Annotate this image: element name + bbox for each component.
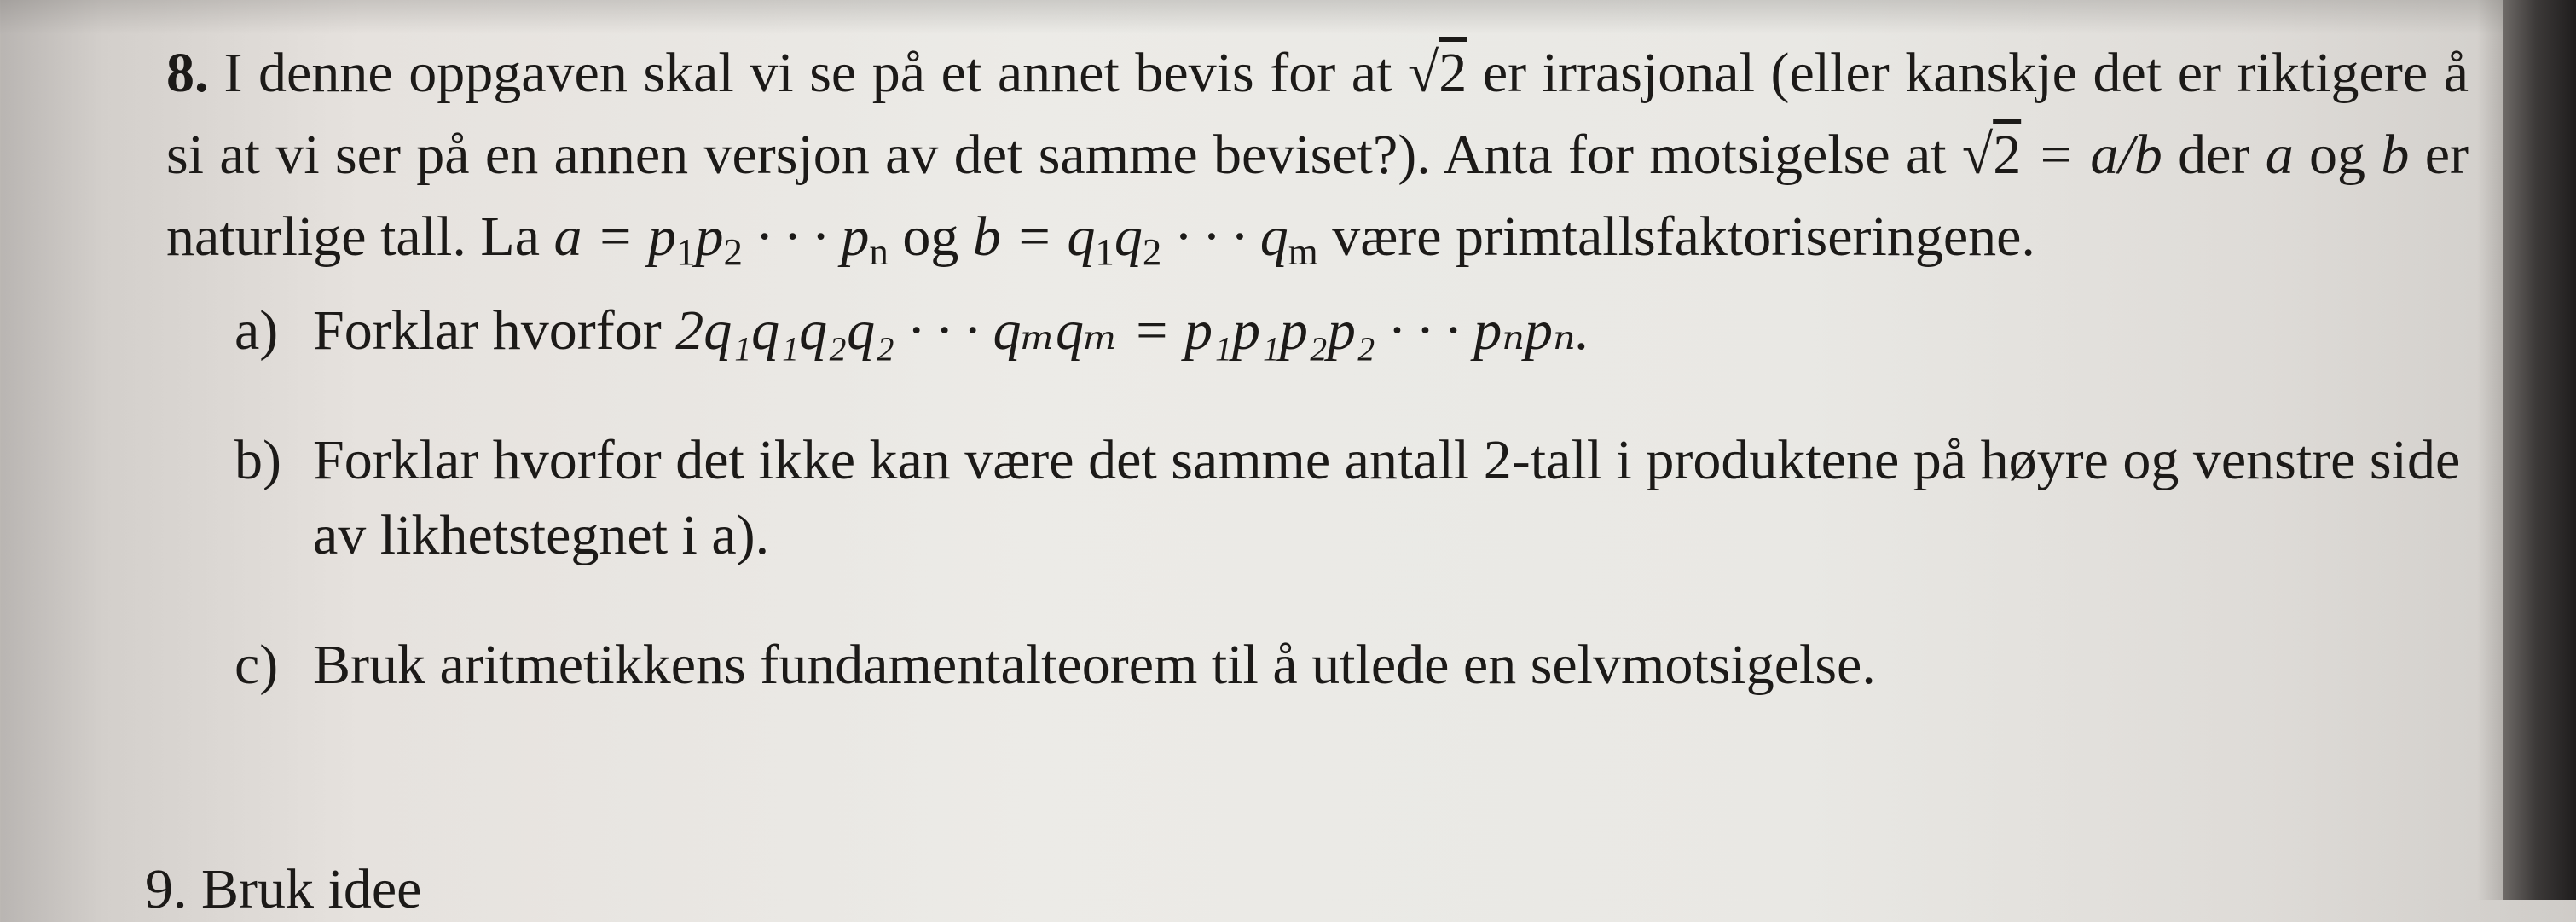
factorization-a-lhs: a = p — [553, 206, 677, 268]
page-edge-glow — [2477, 0, 2504, 900]
task-text-7: være primtallsfaktoriseringene. — [1317, 206, 2035, 268]
task-text-4: og — [2293, 124, 2382, 186]
subtask-a — [166, 293, 2469, 368]
page-edge — [2503, 0, 2576, 900]
factorization-a-dots: · · · p — [742, 206, 870, 268]
subtask-text: Forklar hvorfor det ikke kan være det samme antall 2-tall i produktene på høyre og venstre side av likhetstegnet i a). — [313, 429, 2461, 566]
subtask-list — [166, 293, 2469, 703]
subtask-label: c) — [234, 634, 279, 696]
task-8 — [166, 32, 2469, 278]
sqrt2-expression — [1408, 42, 1467, 104]
task-text-6: og — [888, 206, 973, 268]
exercise-content — [166, 32, 2469, 703]
task-text-5: er naturlige tall. La — [166, 124, 2469, 268]
factorization-b-lhs: b = q — [972, 206, 1096, 268]
sqrt-radicand-2: 2 — [1993, 124, 2022, 186]
subtask-label: a) — [234, 299, 279, 362]
task-number: 8. — [166, 42, 209, 104]
factorization-b-q: q — [1114, 206, 1143, 268]
next-task-partial: 9. Bruk idee — [145, 858, 422, 920]
equation-sqrt-ab: = a/b — [2021, 124, 2162, 186]
subtask-c — [166, 628, 2469, 703]
subtask-label: b) — [234, 429, 281, 491]
task-text-3: der — [2162, 124, 2266, 186]
sqrt2-expression-2 — [1962, 124, 2021, 186]
subtask-text: Bruk aritmetikkens fundamentalteorem til å utlede en selvmotsigelse. — [313, 634, 1876, 696]
factorization-a-sub-2: 2 — [723, 230, 743, 274]
sqrt-symbol-2: √ — [1961, 124, 1994, 186]
factorization-a-sub-n: n — [869, 230, 889, 274]
top-shadow — [0, 0, 2576, 34]
factorization-a-sub-1: 1 — [676, 230, 696, 274]
factorization-b-sub-1: 1 — [1095, 230, 1114, 274]
sqrt-radicand: 2 — [1439, 42, 1467, 104]
subtask-text: Forklar hvorfor — [313, 299, 676, 362]
factorization-b-sub-m: m — [1288, 230, 1318, 274]
sqrt-symbol: √ — [1408, 42, 1439, 104]
subtask-b — [166, 423, 2469, 573]
factorization-a — [553, 206, 889, 274]
factorization-b-dots: · · · q — [1161, 206, 1288, 268]
subtask-formula: 2q₁q₁q₂q₂ · · · qₘqₘ = p₁p₁p₂p₂ · · · pₙpₙ. — [675, 299, 1590, 362]
task-text-1: I denne oppgaven skal vi se på et annet bevis for at — [223, 42, 1409, 104]
variable-b: b — [2381, 124, 2410, 186]
factorization-a-p: p — [695, 206, 724, 268]
factorization-b — [972, 206, 1318, 274]
task-text-2: er irrasjonal (eller kanskje det er riktigere å si at vi ser på en annen versjon av det samme beviset?). Anta for motsigelse at — [166, 42, 2469, 186]
variable-a: a — [2265, 124, 2294, 186]
factorization-b-sub-2: 2 — [1142, 230, 1162, 274]
